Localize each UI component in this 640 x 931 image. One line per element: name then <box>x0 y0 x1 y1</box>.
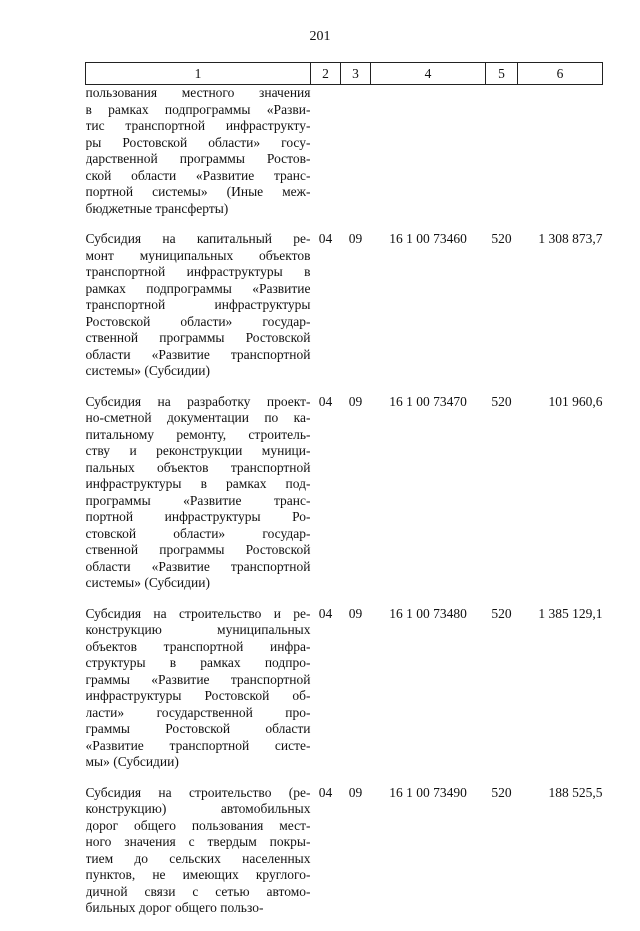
header-col-4: 4 <box>371 63 486 85</box>
description-line: ласти» государственной про- <box>85 704 311 720</box>
table-row <box>86 394 603 606</box>
description-line: области «Развитие транспортной <box>85 346 311 362</box>
description-line: бюджетные трансферты) <box>85 200 229 216</box>
row-description <box>86 85 311 232</box>
target-article-code: 16 1 00 73470 <box>389 393 467 409</box>
description-line: ного значения с твердым покры- <box>85 834 311 849</box>
description-line: граммы «Развитие транспортной <box>85 671 311 687</box>
description-line: мы» (Субсидии) <box>85 754 179 769</box>
description-line: ской области «Развитие транс- <box>85 167 311 183</box>
budget-table <box>85 62 603 931</box>
table-body <box>86 85 603 931</box>
description-line: транспортной инфраструктуры в <box>85 264 311 279</box>
description-line: ственной программы Ростовской <box>85 330 311 345</box>
expense-type-code: 520 <box>491 231 512 246</box>
description-line: тис транспортной инфраструкту- <box>85 118 311 133</box>
target-article-code <box>371 85 486 232</box>
subsection-code: 09 <box>348 231 363 246</box>
description-line: питальному ремонту, строитель- <box>85 426 311 442</box>
description-line: пальных объектов транспортной <box>85 459 311 475</box>
description-line: в рамках подпрограммы «Разви- <box>85 101 311 117</box>
description-line: стовской области» государ- <box>85 525 311 541</box>
header-col-6: 6 <box>518 63 603 85</box>
amount-value <box>518 85 603 232</box>
expense-type-code: 520 <box>491 393 512 409</box>
description-line: системы» (Субсидии) <box>85 575 210 590</box>
description-line: конструкцию) автомобильных <box>85 801 311 816</box>
description-line: ству и реконструкции муници- <box>85 443 311 458</box>
description-line: портной системы» (Иные меж- <box>85 184 311 199</box>
description-line: инфраструктуры Ростовской об- <box>85 688 311 703</box>
header-col-3: 3 <box>341 63 371 85</box>
description-line: инфраструктуры в рамках под- <box>85 476 311 491</box>
description-line: дарственной программы Ростов- <box>85 151 311 166</box>
description-line: конструкцию муниципальных <box>85 622 311 637</box>
description-line: Субсидия на строительство и ре- <box>85 605 311 621</box>
description-line: транспортной инфраструктуры <box>85 297 311 312</box>
description-line: тием до сельских населенных <box>85 850 311 866</box>
row-description <box>86 394 311 606</box>
target-article-code: 16 1 00 73460 <box>389 231 467 246</box>
amount-value: 188 525,5 <box>548 784 603 800</box>
description-line: программы «Развитие транс- <box>85 492 311 508</box>
subsection-code: 09 <box>348 605 363 621</box>
description-line: области «Развитие транспортной <box>85 558 311 574</box>
target-article-code: 16 1 00 73480 <box>389 605 467 621</box>
description-line: дичной связи с сетью автомо- <box>85 883 311 899</box>
description-line: бильных дорог общего пользо- <box>85 900 264 915</box>
amount-value: 101 960,6 <box>548 393 603 409</box>
description-line: портной инфраструктуры Ро- <box>85 509 311 524</box>
amount-value: 1 308 873,7 <box>538 231 603 246</box>
description-line: ры Ростовской области» госу- <box>85 134 311 150</box>
section-code: 04 <box>318 784 333 800</box>
description-line: системы» (Субсидии) <box>85 363 210 378</box>
header-col-5: 5 <box>486 63 518 85</box>
section-code: 04 <box>318 231 333 246</box>
table-row <box>86 231 603 394</box>
row-description <box>86 231 311 394</box>
description-line: Субсидия на строительство (ре- <box>85 784 311 800</box>
description-line: «Развитие транспортной систе- <box>85 737 311 753</box>
row-description <box>86 785 311 931</box>
description-line: пунктов, не имеющих круглого- <box>85 867 311 882</box>
target-article-code: 16 1 00 73490 <box>389 784 467 800</box>
subsection-code: 09 <box>348 393 363 409</box>
section-code: 04 <box>318 605 333 621</box>
description-line: рамках подпрограммы «Развитие <box>85 280 311 296</box>
table-row <box>86 606 603 785</box>
expense-type-code: 520 <box>491 784 512 800</box>
row-description <box>86 606 311 785</box>
section-code: 04 <box>318 393 333 409</box>
description-line: ственной программы Ростовской <box>85 542 311 557</box>
expense-type-code <box>486 85 518 232</box>
description-line: но-сметной документации по ка- <box>85 410 311 425</box>
description-line: дорог общего пользования мест- <box>85 817 311 833</box>
subsection-code <box>341 85 371 232</box>
amount-value: 1 385 129,1 <box>538 605 603 621</box>
section-code <box>311 85 341 232</box>
header-col-1: 1 <box>86 63 311 85</box>
page-number: 201 <box>309 29 331 44</box>
expense-type-code: 520 <box>491 605 512 621</box>
description-line: Субсидия на капитальный ре- <box>85 231 311 246</box>
description-line: Субсидия на разработку проект- <box>85 393 311 409</box>
table-row <box>86 785 603 931</box>
description-line: объектов транспортной инфра- <box>85 638 311 654</box>
header-col-2: 2 <box>311 63 341 85</box>
description-line: монт муниципальных объектов <box>85 247 311 263</box>
header-row <box>86 63 603 85</box>
table-row <box>86 85 603 232</box>
description-line: граммы Ростовской области <box>85 721 311 736</box>
subsection-code: 09 <box>348 784 363 800</box>
description-line: пользования местного значения <box>85 85 311 100</box>
description-line: структуры в рамках подпро- <box>85 655 311 670</box>
description-line: Ростовской области» государ- <box>85 313 311 329</box>
